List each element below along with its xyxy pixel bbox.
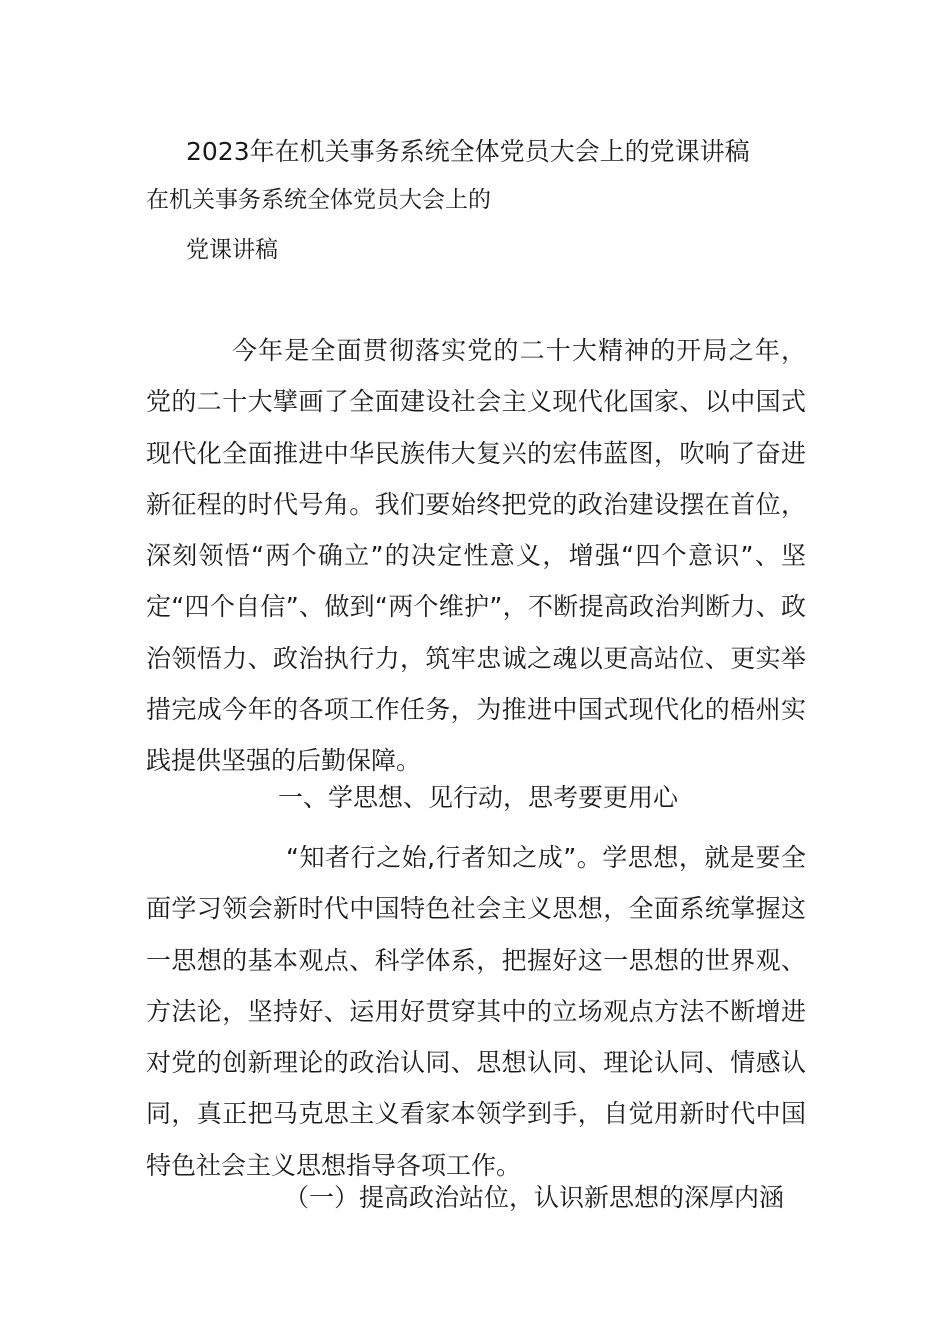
section-heading-1: 一、学思想、见行动，思考要更用心: [278, 783, 679, 812]
document-title: 2023年在机关事务系统全体党员大会上的党课讲稿: [186, 137, 750, 166]
document-subtitle-line2: 党课讲稿: [186, 237, 278, 263]
subsection-heading-1: （一）提高政治站位，认识新思想的深厚内涵: [284, 1183, 785, 1212]
body-paragraph-2: “知者行之始,行者知之成”。学思想，就是要全面学习领会新时代中国特色社会主义思想，全面系统掌握这一思想的基本观点、科学体系，把握好这一思想的世界观、方法论，坚持好、运用好贯穿其中的立场观点方法不断增进对党的创新理论的政治认同、思想认同、理论认同、情感认同，真正把马克思主义看家本领学到手，自觉用新时代中国特色社会主义思想指导各项工作。: [146, 843, 806, 1180]
body-paragraph-1: 今年是全面贯彻落实党的二十大精神的开局之年，党的二十大擘画了全面建设社会主义现代化国家、以中国式现代化全面推进中华民族伟大复兴的宏伟蓝图，吹响了奋进新征程的时代号角。我们要始终把党的政治建设摆在首位，深刻领悟“两个确立”的决定性意义，增强“四个意识”、坚定“四个自信”、做到“两个维护”，不断提高政治判断力、政治领悟力、政治执行力，筑牢忠诚之魂以更高站位、更实举措完成今年的各项工作任务，为推进中国式现代化的梧州实践提供坚强的后勤保障。: [146, 336, 806, 776]
document-subtitle-line1: 在机关事务系统全体党员大会上的: [146, 187, 491, 213]
